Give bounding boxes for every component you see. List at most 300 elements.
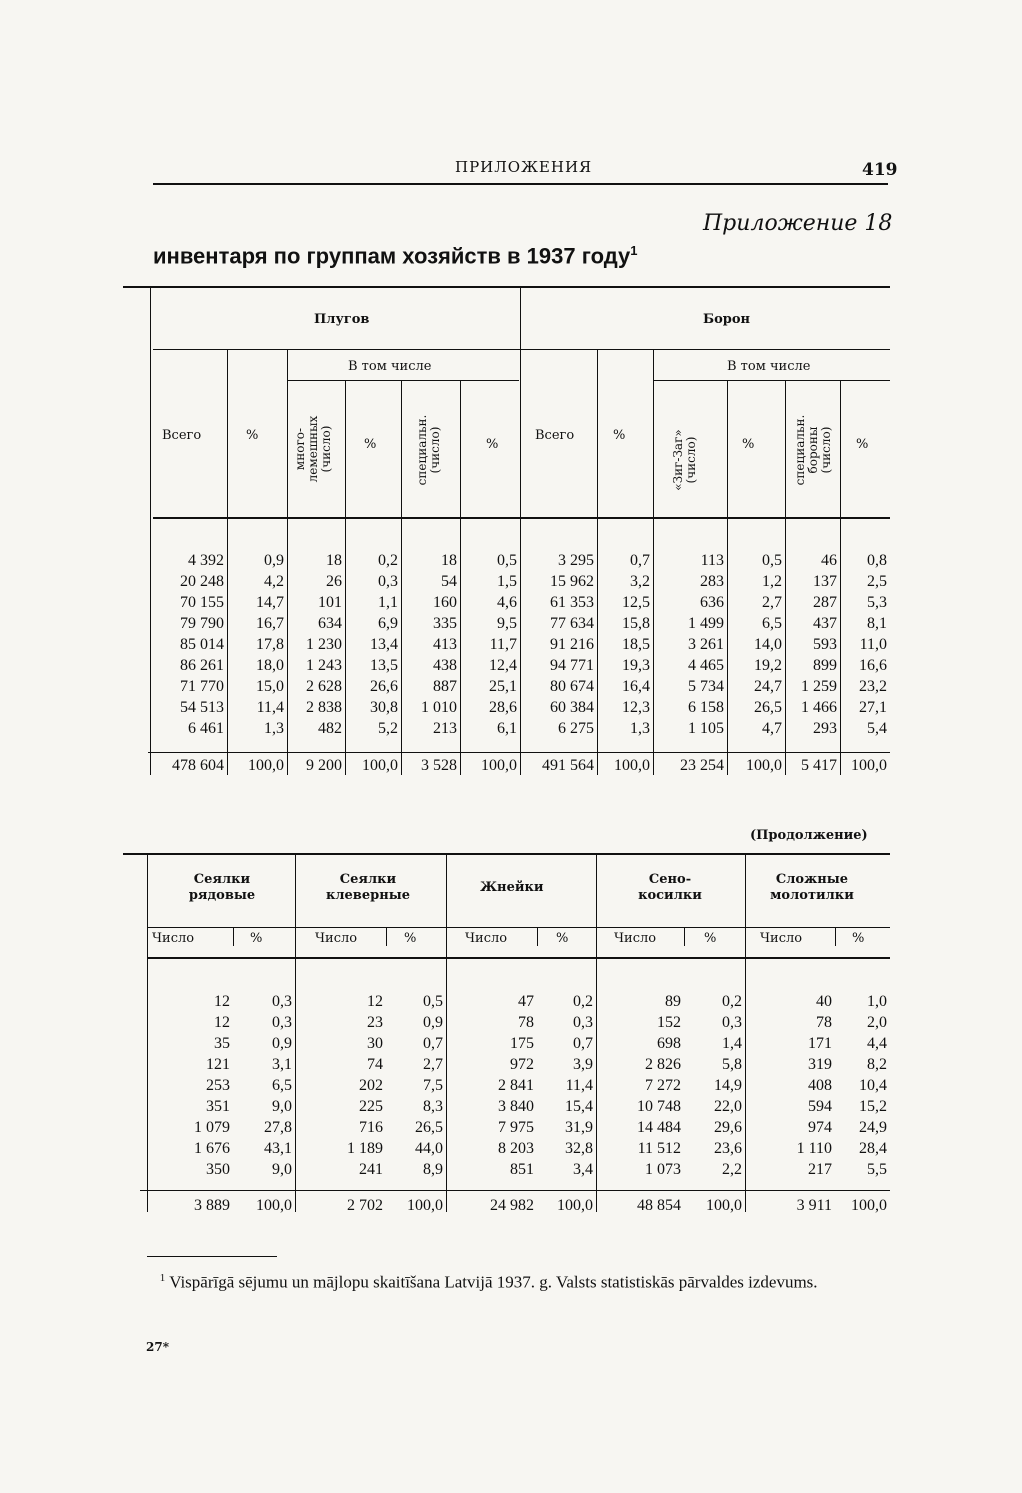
t1-col-special-pct: % — [486, 437, 499, 452]
t1-total-cell: 100,0 — [248, 757, 284, 774]
table1-cell: 5,4 — [867, 720, 887, 737]
table1-cell: 16,4 — [622, 678, 650, 695]
t1-group-harrows: Борон — [703, 312, 751, 327]
table1-cell: 15 962 — [550, 573, 594, 590]
table1-cell: 91 216 — [550, 636, 594, 653]
table2-cell: 8,2 — [867, 1056, 887, 1073]
table1-cell: 12,4 — [489, 657, 517, 674]
table2-cell: 12 — [367, 993, 383, 1010]
t2-sub-5 — [835, 928, 836, 946]
t2-total-cell: 48 854 — [637, 1197, 681, 1214]
t1-col-special-harrows: специальн. бороны (число) — [793, 414, 833, 486]
table2-cell: 698 — [657, 1035, 681, 1052]
t2-total-cell: 100,0 — [706, 1197, 742, 1214]
t1-group-plows: Плугов — [314, 312, 370, 327]
table2-cell: 1 079 — [194, 1119, 230, 1136]
table1-cell: 1,5 — [497, 573, 517, 590]
table1-cell: 15,0 — [256, 678, 284, 695]
table2-cell: 152 — [657, 1014, 681, 1031]
t1-total-cell: 9 200 — [306, 757, 342, 774]
t1-total-cell: 3 528 — [421, 757, 457, 774]
table1-cell: 0,5 — [762, 552, 782, 569]
table1-cell: 4,7 — [762, 720, 782, 737]
t1-rule-3b — [653, 380, 890, 381]
table1-cell: 160 — [433, 594, 457, 611]
continuation-label: (Продолжение) — [750, 828, 868, 843]
table1-cell: 2,5 — [867, 573, 887, 590]
t2-total-cell: 100,0 — [851, 1197, 887, 1214]
t2-top-rule — [123, 853, 890, 855]
table1-cell: 2,7 — [762, 594, 782, 611]
table2-cell: 8,9 — [423, 1161, 443, 1178]
table2-cell: 4,4 — [867, 1035, 887, 1052]
table1-cell: 13,4 — [370, 636, 398, 653]
table1-cell: 1,2 — [762, 573, 782, 590]
table1-cell: 6,5 — [762, 615, 782, 632]
table1-cell: 6 461 — [188, 720, 224, 737]
table1-cell: 113 — [700, 552, 724, 569]
table1-cell: 0,2 — [378, 552, 398, 569]
table2-cell: 30 — [367, 1035, 383, 1052]
table2-row — [147, 1075, 890, 1096]
table1-row — [150, 550, 890, 571]
table1-row — [150, 592, 890, 613]
t2-rows — [147, 991, 890, 1180]
table1-cell: 30,8 — [370, 699, 398, 716]
table2-cell: 26,5 — [415, 1119, 443, 1136]
table2-cell: 225 — [359, 1098, 383, 1115]
table1-cell: 6,9 — [378, 615, 398, 632]
table1-cell: 14,7 — [256, 594, 284, 611]
table2-cell: 7,5 — [423, 1077, 443, 1094]
table2-row — [147, 1054, 890, 1075]
table1-cell: 1,1 — [378, 594, 398, 611]
table2-cell: 35 — [214, 1035, 230, 1052]
table1-cell: 16,7 — [256, 615, 284, 632]
table1-cell: 887 — [433, 678, 457, 695]
table1-cell: 20 248 — [180, 573, 224, 590]
table2-cell: 851 — [510, 1161, 534, 1178]
table1-cell: 71 770 — [180, 678, 224, 695]
table2-cell: 2,2 — [722, 1161, 742, 1178]
t1-col-harrows-total: Всего — [535, 428, 575, 443]
page-number: 419 — [862, 160, 898, 180]
t1-total-cell: 100,0 — [746, 757, 782, 774]
table2-cell: 3 840 — [498, 1098, 534, 1115]
table2-cell: 1,0 — [867, 993, 887, 1010]
table2-cell: 202 — [359, 1077, 383, 1094]
t1-total-row — [150, 755, 890, 776]
t2-group-clover-seeders: Сеялки клеверные — [325, 872, 411, 903]
table1-cell: 17,8 — [256, 636, 284, 653]
running-head: ПРИЛОЖЕНИЯ — [455, 158, 593, 176]
table1-cell: 80 674 — [550, 678, 594, 695]
table2-cell: 2,7 — [423, 1056, 443, 1073]
table2-cell: 241 — [359, 1161, 383, 1178]
t1-col-plows-pct: % — [246, 428, 259, 443]
t2-total-tr — [147, 1195, 890, 1216]
table1-cell: 137 — [813, 573, 837, 590]
table1-row — [150, 655, 890, 676]
table2-cell: 9,0 — [272, 1098, 292, 1115]
table1-cell: 1 259 — [801, 678, 837, 695]
t2-group-mowers: Сено- косилки — [638, 872, 702, 903]
t1-body — [150, 550, 890, 739]
t1-rule-2 — [153, 349, 890, 350]
t1-total-cell: 100,0 — [362, 757, 398, 774]
t2-sub-4 — [684, 928, 685, 946]
t1-total-rule — [148, 752, 890, 753]
table1-row — [150, 718, 890, 739]
table2-cell: 7 975 — [498, 1119, 534, 1136]
table1-cell: 25,1 — [489, 678, 517, 695]
t2-total-cell: 100,0 — [557, 1197, 593, 1214]
table1-cell: 85 014 — [180, 636, 224, 653]
t1-top-rule — [123, 286, 890, 288]
table2-cell: 0,7 — [573, 1035, 593, 1052]
table2-cell: 1 073 — [645, 1161, 681, 1178]
table2-cell: 29,6 — [714, 1119, 742, 1136]
table2-cell: 0,2 — [722, 993, 742, 1010]
table2-cell: 23 — [367, 1014, 383, 1031]
t2-total-cell: 24 982 — [490, 1197, 534, 1214]
table2-cell: 8,3 — [423, 1098, 443, 1115]
table2-cell: 32,8 — [565, 1140, 593, 1157]
table2-cell: 5,5 — [867, 1161, 887, 1178]
table1-cell: 86 261 — [180, 657, 224, 674]
table1-cell: 27,1 — [859, 699, 887, 716]
t1-col-multi-share-pct: % — [364, 437, 377, 452]
table1-cell: 26,6 — [370, 678, 398, 695]
t1-plows-in-that-number: В том числе — [348, 359, 432, 374]
table1-cell: 0,5 — [497, 552, 517, 569]
table1-row — [150, 697, 890, 718]
table1-cell: 413 — [433, 636, 457, 653]
t1-col-zigzag-pct: % — [742, 437, 755, 452]
table1-cell: 1 105 — [688, 720, 724, 737]
table2-row — [147, 1159, 890, 1180]
t2-sub-count-1: Число — [152, 931, 195, 946]
table2-cell: 1 676 — [194, 1140, 230, 1157]
table1-cell: 1 466 — [801, 699, 837, 716]
table1-cell: 438 — [433, 657, 457, 674]
table2-cell: 0,7 — [423, 1035, 443, 1052]
t2-sub-count-5: Число — [760, 931, 803, 946]
table2-cell: 7 272 — [645, 1077, 681, 1094]
t1-total-cell: 100,0 — [851, 757, 887, 774]
table2-cell: 31,9 — [565, 1119, 593, 1136]
table1-cell: 2 838 — [306, 699, 342, 716]
table2-cell: 175 — [510, 1035, 534, 1052]
t2-head-bottom-rule — [147, 957, 890, 959]
table2-cell: 43,1 — [264, 1140, 292, 1157]
table2-row — [147, 1033, 890, 1054]
t2-sub-pct-4: % — [704, 931, 717, 946]
table1-cell: 54 513 — [180, 699, 224, 716]
t2-rule-2 — [147, 927, 890, 928]
table1-cell: 283 — [700, 573, 724, 590]
table1-cell: 0,8 — [867, 552, 887, 569]
table2-cell: 6,5 — [272, 1077, 292, 1094]
table2-cell: 3,4 — [573, 1161, 593, 1178]
t1-total-cell: 100,0 — [614, 757, 650, 774]
t1-col-special: специальн. (число) — [415, 414, 442, 486]
table2-cell: 408 — [808, 1077, 832, 1094]
table1-cell: 18 — [441, 552, 457, 569]
table2-cell: 1 110 — [796, 1140, 832, 1157]
table1-cell: 70 155 — [180, 594, 224, 611]
table1-cell: 1,3 — [630, 720, 650, 737]
table1-cell: 6 158 — [688, 699, 724, 716]
footnote-text: Vispārīgā sējumu un mājlopu skaitīšana Latvijā 1937. g. Valsts statistiskās pārvaldes izdevums. — [169, 1272, 818, 1292]
table1-cell: 899 — [813, 657, 837, 674]
t2-sub-count-4: Число — [614, 931, 657, 946]
table1-cell: 11,4 — [256, 699, 284, 716]
table1-cell: 5,2 — [378, 720, 398, 737]
table2-cell: 40 — [816, 993, 832, 1010]
table2-row — [147, 1117, 890, 1138]
table1-cell: 9,5 — [497, 615, 517, 632]
table1-cell: 634 — [318, 615, 342, 632]
t1-total-tr — [150, 755, 890, 776]
table2-row — [147, 1138, 890, 1159]
table2-cell: 1,4 — [722, 1035, 742, 1052]
table2-cell: 78 — [816, 1014, 832, 1031]
table1-cell: 54 — [441, 573, 457, 590]
table2-cell: 78 — [518, 1014, 534, 1031]
table1-cell: 46 — [821, 552, 837, 569]
table2-cell: 0,9 — [272, 1035, 292, 1052]
table1-cell: 293 — [813, 720, 837, 737]
table-title-note-mark: 1 — [630, 243, 638, 258]
table2-cell: 23,6 — [714, 1140, 742, 1157]
table1-row — [150, 571, 890, 592]
t2-group-threshers: Сложные молотилки — [770, 872, 854, 903]
folio: 27* — [146, 1340, 169, 1354]
t2-sub-count-3: Число — [465, 931, 508, 946]
table2-cell: 22,0 — [714, 1098, 742, 1115]
table1-cell: 437 — [813, 615, 837, 632]
table2-cell: 44,0 — [415, 1140, 443, 1157]
table1-cell: 593 — [813, 636, 837, 653]
table1-cell: 4,6 — [497, 594, 517, 611]
table1-cell: 636 — [700, 594, 724, 611]
table1-cell: 18,0 — [256, 657, 284, 674]
table1-cell: 0,9 — [264, 552, 284, 569]
t2-total-cell: 3 889 — [194, 1197, 230, 1214]
table2-cell: 24,9 — [859, 1119, 887, 1136]
table2-cell: 10 748 — [637, 1098, 681, 1115]
table1-cell: 23,2 — [859, 678, 887, 695]
table1-cell: 18,5 — [622, 636, 650, 653]
table1-cell: 4,2 — [264, 573, 284, 590]
table1-cell: 11,0 — [859, 636, 887, 653]
t2-group-row-seeders: Сеялки рядовые — [188, 872, 256, 903]
table1-row — [150, 634, 890, 655]
table2-cell: 0,3 — [722, 1014, 742, 1031]
table1-cell: 0,7 — [630, 552, 650, 569]
table2-cell: 972 — [510, 1056, 534, 1073]
appendix-label: Приложение 18 — [703, 211, 893, 236]
table2-cell: 2 826 — [645, 1056, 681, 1073]
table2-cell: 0,3 — [272, 993, 292, 1010]
t1-col-zigzag: «Зиг-Заг» (число) — [671, 429, 698, 491]
table-title-text: инвентаря по группам хозяйств в 1937 году — [153, 243, 631, 269]
table1-cell: 4 465 — [688, 657, 724, 674]
table1-cell: 13,5 — [370, 657, 398, 674]
t2-total-cell: 2 702 — [347, 1197, 383, 1214]
table1-cell: 1 010 — [421, 699, 457, 716]
table1-cell: 14,0 — [754, 636, 782, 653]
table1-cell: 287 — [813, 594, 837, 611]
t1-col-plows-total: Всего — [162, 428, 202, 443]
table2-cell: 11 512 — [637, 1140, 681, 1157]
table2-cell: 74 — [367, 1056, 383, 1073]
table2-cell: 15,4 — [565, 1098, 593, 1115]
table2-cell: 2 841 — [498, 1077, 534, 1094]
table2-cell: 350 — [206, 1161, 230, 1178]
table-title — [153, 243, 637, 269]
table1-cell: 1 243 — [306, 657, 342, 674]
table1-cell: 4 392 — [188, 552, 224, 569]
table2-cell: 0,3 — [272, 1014, 292, 1031]
t2-sub-3 — [537, 928, 538, 946]
table1-cell: 79 790 — [180, 615, 224, 632]
table2-cell: 10,4 — [859, 1077, 887, 1094]
t1-rule-3a — [287, 380, 519, 381]
t2-total-rule — [140, 1190, 890, 1191]
footnote-mark: 1 — [159, 1272, 166, 1284]
table2-cell: 351 — [206, 1098, 230, 1115]
t2-sub-2 — [386, 928, 387, 946]
table1-cell: 5 734 — [688, 678, 724, 695]
table2-cell: 594 — [808, 1098, 832, 1115]
table2-cell: 0,3 — [573, 1014, 593, 1031]
table2-cell: 12 — [214, 993, 230, 1010]
t2-total-row — [147, 1195, 890, 1216]
table1-cell: 6 275 — [558, 720, 594, 737]
table2-cell: 121 — [206, 1056, 230, 1073]
footnote-rule — [147, 1256, 277, 1257]
table1-cell: 482 — [318, 720, 342, 737]
table1-cell: 61 353 — [550, 594, 594, 611]
t1-rows — [150, 550, 890, 739]
table2-cell: 89 — [665, 993, 681, 1010]
table2-row — [147, 1096, 890, 1117]
table1-cell: 15,8 — [622, 615, 650, 632]
table2-cell: 3,9 — [573, 1056, 593, 1073]
table1-cell: 101 — [318, 594, 342, 611]
t1-total-cell: 100,0 — [481, 757, 517, 774]
t2-total-cell: 100,0 — [407, 1197, 443, 1214]
table1-row — [150, 613, 890, 634]
table1-cell: 1,3 — [264, 720, 284, 737]
table2-cell: 12 — [214, 1014, 230, 1031]
table1-cell: 5,3 — [867, 594, 887, 611]
table1-cell: 19,3 — [622, 657, 650, 674]
table2-cell: 0,9 — [423, 1014, 443, 1031]
table2-cell: 11,4 — [565, 1077, 593, 1094]
table2-cell: 217 — [808, 1161, 832, 1178]
table1-cell: 19,2 — [754, 657, 782, 674]
table1-cell: 213 — [433, 720, 457, 737]
table1-cell: 77 634 — [550, 615, 594, 632]
t2-body — [147, 991, 890, 1180]
t1-total-cell: 491 564 — [542, 757, 594, 774]
table2-cell: 8 203 — [498, 1140, 534, 1157]
table1-cell: 26,5 — [754, 699, 782, 716]
table1-cell: 60 384 — [550, 699, 594, 716]
table1-cell: 1 499 — [688, 615, 724, 632]
t2-group-reapers: Жнейки — [480, 880, 544, 895]
table1-cell: 12,5 — [622, 594, 650, 611]
table1-cell: 3 261 — [688, 636, 724, 653]
table2-cell: 253 — [206, 1077, 230, 1094]
table2-cell: 5,8 — [722, 1056, 742, 1073]
table2-cell: 27,8 — [264, 1119, 292, 1136]
table1-cell: 28,6 — [489, 699, 517, 716]
table1-cell: 26 — [326, 573, 342, 590]
table1-cell: 3,2 — [630, 573, 650, 590]
t1-col-multi-share: много- лемешных (число) — [293, 415, 333, 483]
table2-row — [147, 991, 890, 1012]
t1-head-bottom-rule — [153, 517, 890, 519]
footnote — [147, 1268, 907, 1293]
table2-cell: 319 — [808, 1056, 832, 1073]
table1-cell: 6,1 — [497, 720, 517, 737]
header-rule — [153, 183, 888, 185]
table2-cell: 2,0 — [867, 1014, 887, 1031]
table2-cell: 14 484 — [637, 1119, 681, 1136]
table1-cell: 94 771 — [550, 657, 594, 674]
table2-row — [147, 1012, 890, 1033]
table1-cell: 18 — [326, 552, 342, 569]
t2-sub-count-2: Число — [315, 931, 358, 946]
t1-col-harrows-pct: % — [613, 428, 626, 443]
table1-cell: 8,1 — [867, 615, 887, 632]
t1-harrows-in-that-number: В том числе — [727, 359, 811, 374]
table2-cell: 9,0 — [272, 1161, 292, 1178]
table1-cell: 11,7 — [489, 636, 517, 653]
t2-sub-pct-1: % — [250, 931, 263, 946]
table2-cell: 974 — [808, 1119, 832, 1136]
table2-cell: 14,9 — [714, 1077, 742, 1094]
table2-cell: 3,1 — [272, 1056, 292, 1073]
table2-cell: 171 — [808, 1035, 832, 1052]
table2-cell: 0,5 — [423, 993, 443, 1010]
table2-cell: 1 189 — [347, 1140, 383, 1157]
t1-total-cell: 478 604 — [172, 757, 224, 774]
table2-cell: 716 — [359, 1119, 383, 1136]
t1-col-special-harrows-pct: % — [856, 437, 869, 452]
table1-cell: 2 628 — [306, 678, 342, 695]
t2-sub-pct-5: % — [852, 931, 865, 946]
t2-total-cell: 3 911 — [796, 1197, 832, 1214]
table2-cell: 47 — [518, 993, 534, 1010]
table1-cell: 3 295 — [558, 552, 594, 569]
t1-total-cell: 5 417 — [801, 757, 837, 774]
t2-sub-pct-3: % — [556, 931, 569, 946]
table1-cell: 1 230 — [306, 636, 342, 653]
t2-sub-pct-2: % — [404, 931, 417, 946]
table1-cell: 0,3 — [378, 573, 398, 590]
table1-cell: 16,6 — [859, 657, 887, 674]
table2-cell: 0,2 — [573, 993, 593, 1010]
table1-cell: 12,3 — [622, 699, 650, 716]
table2-cell: 28,4 — [859, 1140, 887, 1157]
table1-cell: 335 — [433, 615, 457, 632]
t2-sub-1 — [233, 928, 234, 946]
